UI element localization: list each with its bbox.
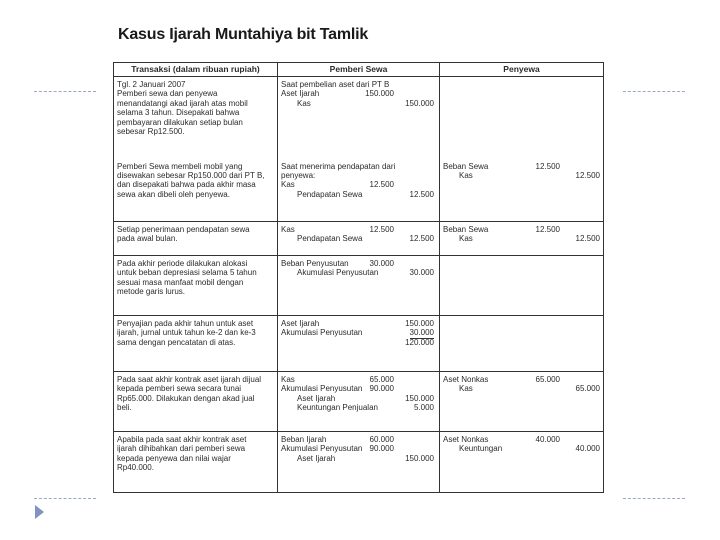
journal-line: [281, 171, 436, 180]
transaksi-cell: [114, 159, 278, 222]
debit-amount: 12.500: [369, 225, 394, 234]
journal-line: [443, 435, 600, 444]
journal-line: [281, 338, 436, 347]
credit-amount: 40.000: [575, 444, 600, 454]
debit-amount: 90.000: [369, 384, 394, 394]
transaksi-cell: [114, 256, 278, 316]
journal-line: [281, 375, 436, 384]
account-name: Keuntungan: [459, 444, 503, 454]
credit-amount: 120.000: [405, 337, 434, 347]
divider-left-top: [34, 91, 96, 92]
credit-amount: 12.500: [409, 189, 434, 199]
transaction-description: Pada akhir periode dilakukan alokasi untuk beban depresiasi selama 5 tahun sesuai masa manfaat mobil dengan metode garis lurus.: [117, 259, 257, 297]
journal-line: [281, 435, 436, 444]
pemberi-cell: [278, 432, 440, 493]
journal-line: [281, 384, 436, 393]
account-name: Kas: [459, 384, 473, 394]
table-row: [114, 256, 604, 316]
journal-line: [281, 99, 436, 108]
debit-amount: 90.000: [369, 444, 394, 454]
account-name: Akumulasi Penyusutan: [281, 444, 363, 454]
penyewa-cell: [440, 222, 604, 256]
table-row: [114, 316, 604, 372]
transaksi-cell: [114, 222, 278, 256]
account-name: Aset Ijarah: [281, 319, 320, 328]
table-row: [114, 77, 604, 159]
credit-amount: 12.500: [575, 170, 600, 180]
account-name: Pendapatan Sewa: [297, 234, 363, 244]
account-name: Aset Ijarah: [297, 453, 336, 463]
debit-amount: 12.500: [369, 180, 394, 190]
credit-amount: 30.000: [409, 328, 434, 338]
transaksi-cell: [114, 372, 278, 432]
penyewa-cell: [440, 256, 604, 316]
credit-amount: 5.000: [413, 403, 434, 413]
transaction-description: Pemberi Sewa membeli mobil yang disewakan sebesar Rp150.000 dari PT B, dan disepakati bahwa pada akhir masa sewa akan dibeli oleh penyewa.: [117, 161, 265, 199]
table-row: [114, 372, 604, 432]
debit-amount: 30.000: [369, 259, 394, 268]
journal-line: [443, 225, 600, 234]
journal-line: [443, 171, 600, 180]
account-name: Kas: [297, 98, 311, 108]
transaction-description: Tgl. 2 Januari 2007 Pemberi sewa dan penyewa menandatangi akad ijarah atas mobil selama 3 tahun. Disepakati bahwa pembayaran dilakukan setiap bulan sebesar Rp12.500.: [117, 80, 248, 137]
credit-amount: 12.500: [409, 234, 434, 244]
journal-table: [113, 62, 604, 493]
account-name: Akumulasi Penyusutan: [281, 384, 363, 394]
account-name: penyewa:: [281, 170, 316, 180]
transaction-description: Setiap penerimaan pendapatan sewa pada awal bulan.: [117, 225, 250, 244]
journal-line: [281, 444, 436, 453]
account-name: Akumulasi Penyusutan: [297, 268, 379, 278]
account-name: Aset Ijarah: [297, 393, 336, 403]
pemberi-cell: [278, 256, 440, 316]
pemberi-cell: [278, 372, 440, 432]
account-name: Kas: [281, 225, 295, 234]
journal-line: [443, 375, 600, 384]
credit-amount: 30.000: [409, 268, 434, 278]
debit-amount: 12.500: [535, 161, 560, 171]
journal-line: [281, 89, 436, 98]
journal-line: [443, 384, 600, 393]
penyewa-cell: [440, 432, 604, 493]
transaksi-cell: [114, 316, 278, 372]
journal-line: [281, 454, 436, 463]
account-name: Beban Penyusutan: [281, 259, 349, 268]
account-name: Beban Sewa: [443, 161, 489, 171]
account-name: Aset Nonkas: [443, 435, 489, 444]
account-name: Beban Sewa: [443, 225, 489, 234]
journal-line: [281, 259, 436, 268]
transaksi-cell: [114, 432, 278, 493]
page-title: Kasus Ijarah Muntahiya bit Tamlik: [118, 26, 369, 43]
transaction-description: Penyajian pada akhir tahun untuk aset ijarah, jurnal untuk tahun ke-2 dan ke-3 sama dengan pencatatan di atas.: [117, 319, 256, 347]
debit-amount: 60.000: [369, 435, 394, 444]
journal-line: [281, 234, 436, 243]
account-name: Beban Ijarah: [281, 435, 327, 444]
transaction-description: Apabila pada saat akhir kontrak aset ijarah dihibahkan dari pemberi sewa kepada penyewa dan nilai wajar Rp40.000.: [117, 435, 247, 473]
debit-amount: 65.000: [535, 375, 560, 384]
account-name: Kas: [459, 234, 473, 244]
account-name: Keuntungan Penjualan: [297, 403, 378, 413]
journal-line: [281, 328, 436, 337]
journal-line: [281, 394, 436, 403]
debit-amount: 40.000: [535, 435, 560, 444]
journal-line: [281, 180, 436, 189]
debit-amount: 12.500: [535, 225, 560, 234]
credit-amount: 65.000: [575, 384, 600, 394]
journal-line: [281, 403, 436, 412]
journal-line: [281, 225, 436, 234]
journal-line: [281, 80, 436, 89]
account-name: Kas: [281, 180, 295, 190]
transaksi-cell: [114, 77, 278, 159]
journal-line: [281, 319, 436, 328]
journal-line: [281, 268, 436, 277]
credit-amount: 150.000: [405, 453, 434, 463]
table-body: [114, 77, 604, 493]
account-name: Kas: [281, 375, 295, 384]
account-name: Pendapatan Sewa: [297, 189, 363, 199]
credit-amount: 150.000: [405, 393, 434, 403]
transaction-description: Pada saat akhir kontrak aset ijarah dijual kepada pemberi sewa secara tunai Rp65.000. Dilakukan dengan akad jual beli.: [117, 375, 262, 413]
account-name: Kas: [459, 170, 473, 180]
journal-line: [443, 234, 600, 243]
table-row: [114, 432, 604, 493]
credit-amount: 150.000: [405, 319, 434, 328]
account-name: Akumulasi Penyusutan: [281, 328, 363, 338]
penyewa-cell: [440, 159, 604, 222]
bullet-arrow-icon: [35, 505, 44, 519]
divider-left-bottom: [34, 498, 96, 499]
journal-line: [443, 444, 600, 453]
journal-line: [443, 162, 600, 171]
pemberi-cell: [278, 316, 440, 372]
penyewa-cell: [440, 316, 604, 372]
journal-line: [281, 190, 436, 199]
header-transaksi: Transaksi (dalam ribuan rupiah): [114, 63, 278, 77]
pemberi-cell: [278, 222, 440, 256]
account-name: Saat menerima pendapatan dari: [281, 161, 396, 171]
account-name: Aset Nonkas: [443, 375, 489, 384]
table-row: [114, 222, 604, 256]
table-row: [114, 159, 604, 222]
pemberi-cell: [278, 159, 440, 222]
divider-right-bottom: [623, 498, 685, 499]
pemberi-cell: [278, 77, 440, 159]
credit-amount: 12.500: [575, 234, 600, 244]
account-name: Saat pembelian aset dari PT B: [281, 80, 390, 89]
debit-amount: 65.000: [369, 375, 394, 384]
header-penyewa: Penyewa: [440, 63, 604, 77]
divider-right-top: [623, 91, 685, 92]
penyewa-cell: [440, 372, 604, 432]
debit-amount: 150.000: [365, 89, 394, 99]
journal-line: [281, 162, 436, 171]
header-pemberi-sewa: Pemberi Sewa: [278, 63, 440, 77]
penyewa-cell: [440, 77, 604, 159]
credit-amount: 150.000: [405, 98, 434, 108]
account-name: Aset Ijarah: [281, 89, 320, 99]
